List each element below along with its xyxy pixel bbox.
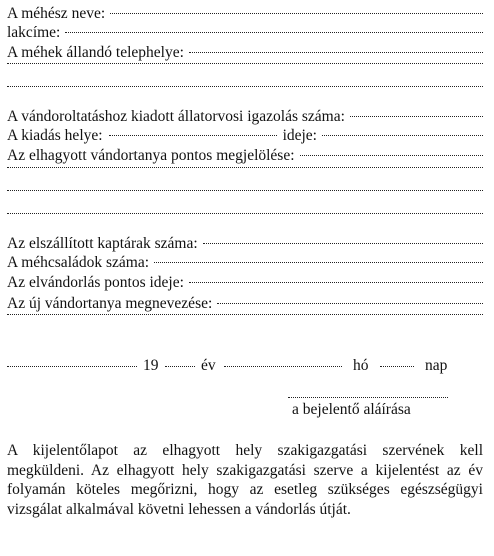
vet-certificate-field[interactable] [350,115,483,117]
issue-place-field[interactable] [109,134,277,136]
permanent-site-field-3[interactable] [7,85,483,87]
abandoned-site-row-4 [7,216,483,236]
new-site-row-2 [7,317,483,337]
issue-row [7,126,483,146]
bee-colonies-label: A méhcsaládok száma: [7,254,150,271]
beekeeper-name-label: A méhész neve: [7,5,106,22]
day-label: nap [425,357,448,374]
bee-colonies-row [7,253,483,273]
abandoned-site-row-2 [7,170,483,190]
abandoned-site-field-2[interactable] [7,166,483,168]
day-field[interactable] [380,365,414,367]
vet-certificate-label: A vándoroltatáshoz kiadott állatorvosi igazolás száma: [7,108,345,125]
month-label: hó [353,357,369,374]
place-field[interactable] [7,365,137,367]
new-site-field-2[interactable] [7,313,483,315]
departure-time-field[interactable] [189,281,483,283]
abandoned-site-field-4[interactable] [7,212,483,214]
residence-label: lakcíme: [7,24,61,41]
signature-field[interactable] [288,397,448,398]
abandoned-site-label: Az elhagyott vándortanya pontos megjelölése: [7,147,295,164]
issue-time-field[interactable] [322,134,483,136]
new-site-label: Az új vándortanya megnevezése: [7,295,213,312]
permanent-site-label: A méhek állandó telephelye: [7,44,184,61]
permanent-site-field[interactable] [189,51,483,53]
departure-time-label: Az elvándorlás pontos ideje: [7,274,184,291]
new-site-field[interactable] [217,302,483,304]
abandoned-site-row-3 [7,193,483,213]
beekeeper-name-row [7,4,483,24]
residence-row [7,23,483,43]
issue-place-label: A kiadás helye: [7,127,103,144]
instructions-paragraph: A kijelentőlapot az elhagyott hely szakigazgatási szervének kell megküldeni. Az elhagyott hely szakigazgatási szerve a kijelentést az év folyamán köteles megőrizni, hogy az esetleg szükséges egészségügyi vizsgálat alkalmával követni lehessen a vándorlás útját. [7,442,483,518]
bee-colonies-field[interactable] [154,261,483,263]
permanent-site-row-3 [7,89,483,109]
issue-time-label: ideje: [282,127,317,144]
month-field[interactable] [224,365,342,367]
hives-transported-row [7,234,483,254]
signature-caption: a bejelentő aláírása [292,401,411,418]
residence-field[interactable] [65,31,483,33]
year-label: év [201,357,216,374]
abandoned-site-field-3[interactable] [7,189,483,191]
abandoned-site-row [7,146,483,166]
permanent-site-field-2[interactable] [7,62,483,64]
year-field[interactable] [165,365,195,367]
permanent-site-row [7,43,483,63]
vet-certificate-row [7,107,483,127]
permanent-site-row-2 [7,66,483,86]
year-prefix: 19 [143,357,159,374]
departure-time-row [7,273,483,293]
date-line [7,356,483,376]
abandoned-site-field[interactable] [300,154,483,156]
new-site-row [7,294,483,314]
beekeeper-name-field[interactable] [110,12,483,14]
hives-transported-field[interactable] [203,242,483,244]
hives-transported-label: Az elszállított kaptárak száma: [7,235,198,252]
